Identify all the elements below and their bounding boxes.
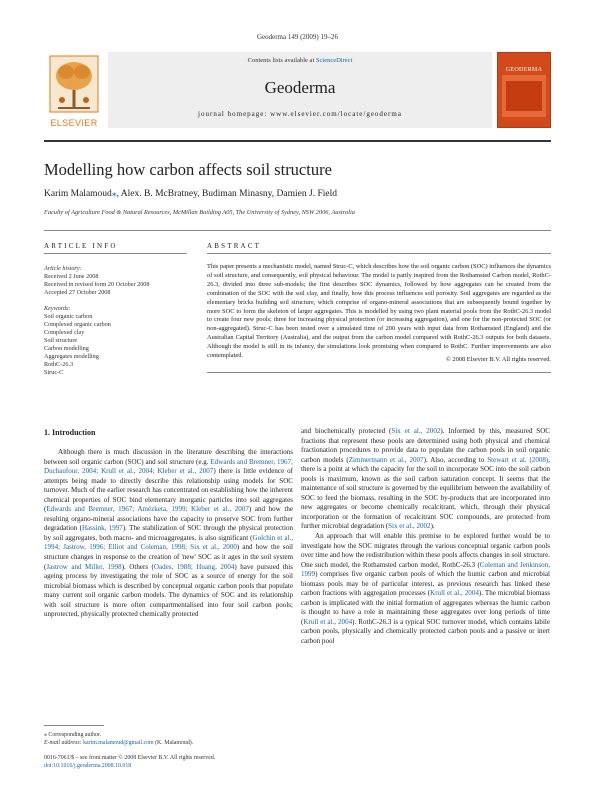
- body-text: ). Informed by this, measured SOC fractions that represent these pools are determined using both physical and chemical fractionation procedures to provide data to populate the carbon pools in soil organic carbon models (: [301, 427, 550, 464]
- banner-center: [108, 52, 492, 128]
- article-info: [44, 265, 184, 377]
- first-author: Karim Malamoud: [44, 189, 112, 199]
- citation-link[interactable]: Golchin et al., 1994; Jastrow, 1996; Elliot and Coleman, 1998; Six et al., 2000: [44, 533, 294, 552]
- citation-link[interactable]: Edwards and Bremner, 1967; Duchaufour, 2004; Krull et al., 2004; Kleber et al., 2007: [44, 457, 293, 476]
- citation-link[interactable]: Jastrow and Miller, 1998: [46, 562, 122, 571]
- citation-link[interactable]: Coleman and Jenkinson, 1999: [301, 560, 550, 579]
- body-text: and biochemically protected (: [301, 427, 392, 435]
- history-received: Received 2 June 2008: [44, 273, 99, 280]
- cover-title: GEODERMA: [505, 67, 543, 73]
- issn-line: 0016-7061/$ – see front matter © 2008 Elsevier B.V. All rights reserved.: [44, 755, 216, 761]
- email-suffix: (K. Malamoud).: [155, 740, 194, 746]
- corresponding-author-note: ⁎ Corresponding author.: [44, 732, 102, 738]
- email-label: E-mail address:: [44, 740, 82, 746]
- abstract-copyright: © 2008 Elsevier B.V. All rights reserved.: [445, 356, 551, 363]
- body-text: ) there is little evidence of attempts being made to directly describe this relationship using models for SOC turnover. Much of the earlier research has concentrated on establishing how the inherent chemical properties of SOC bind elementary inorganic particles into soil aggregates (: [44, 467, 294, 514]
- header-rule: [44, 140, 551, 142]
- body-text: ). RothC-26.3 is a typical SOC turnover model, which contains labile carbon pools, physically and chemically protected carbon pools and a passive or inert carbon pool: [301, 617, 550, 646]
- citation-link[interactable]: Six et al., 2002: [388, 522, 431, 531]
- contents-line: [108, 57, 492, 64]
- citation-link[interactable]: Krull et al., 2004: [430, 589, 479, 598]
- abstract-text: This paper presents a mechanistic model, named Struc-C, which describes how the soil organic carbon (SOC) influences the dynamics of soil structure, and consequently, soil physical behaviour. The model is partly inspired from the Rothamsted Carbon model, RothC-26.3, divided into three sub-models; the first describes SOC dynamics, followed by how aggregates can be created from the combination of the SOC with the soil clay, and finally, how this process influences soil porosity. Soil aggregates are regarded as the elementary bricks building soil structure, which comprise of organo-mineral associations that are subsequently bound together by more SOC to form the skeleton of larger aggregates. This is modelled by using two plant material pools from the RothC-26.3 model to create four new pools; three for increasing physical protection (or increasing aggregation), and one for the non-protected SOC (or non-aggregated). Struc-C has been tested over a simulated time of 200 years with input data from Rothamsted (England) and the Australian Capital Territory (Australia), and the output from the carbon model compared with RothC-26.3 outputs for both datasets. Although the model is still in its infancy, the simulations look promising when compared to RothC. Further improvements are also contemplated.: [207, 263, 551, 360]
- citation-link[interactable]: Oades, 1988; Huang, 2004: [153, 562, 235, 571]
- body-text: ) and how the soil structure changes in response to the creation of 'new' SOC as it ages in the soil system (: [44, 543, 293, 571]
- body-text: ). The stabilization of SOC through the physical protection by soil aggregates, both macro- and microaggregates, is also significant (: [44, 524, 293, 542]
- body-text: ) comprises five organic carbon pools of which the humic carbon and microbial biomass pools may be of particular interest, as previous research has linked these carbon fractions with aggregation processes (: [301, 570, 550, 598]
- citation-link[interactable]: Six et al., 2002: [391, 427, 441, 435]
- keyword: Aggregates modelling: [44, 353, 99, 360]
- abstract-heading: ABSTRACT: [207, 242, 262, 250]
- article-info-heading: ARTICLE INFO: [44, 242, 118, 250]
- keyword: Soil organic carbon: [44, 313, 93, 320]
- journal-title: Geoderma: [264, 78, 336, 97]
- body-text: Although there is much discussion in the literature describing the interactions between soil organic carbon (SOC) and soil structure (e.g.: [44, 448, 293, 466]
- history-accepted: Accepted 27 October 2008: [44, 289, 111, 296]
- article-info-rule: [44, 253, 187, 254]
- keyword: Complexed organic carbon: [44, 321, 111, 328]
- abstract-rule: [207, 253, 551, 254]
- citation-link[interactable]: Krull et al., 2004: [303, 617, 353, 626]
- footnote: [44, 731, 294, 747]
- citation-link[interactable]: Edwards and Bremner, 1967; Amézketa, 1999; Kleber et al., 2007: [46, 505, 249, 514]
- citation-link[interactable]: Stewart et al. (2008): [487, 455, 549, 464]
- elsevier-wordmark: ELSEVIER: [50, 118, 98, 128]
- keywords-label: Keywords:: [44, 305, 71, 312]
- other-authors: , Alex. B. McBratney, Budiman Minasny, Damien J. Field: [116, 189, 337, 199]
- footnote-rule: [44, 725, 104, 726]
- body-text: ). Also, according to: [423, 455, 488, 464]
- keyword: Complexed clay: [44, 329, 85, 336]
- left-text-column: [44, 448, 293, 620]
- corresponding-author-mark[interactable]: ⁎: [111, 189, 117, 199]
- citation-link[interactable]: Hassink, 1997: [81, 524, 123, 533]
- body-text: ).: [430, 522, 435, 531]
- body-text: ) have pursued this ageing process by investigating the role of SOC as a source of energy for the soil microbial biomass which is described by conceptual organic carbon pools that populate many current soil organic carbon models. The dynamics of SOC and its relationship with soil structure is more often compartmentalised into four soil carbon pools; unprotected, physically protected chemically protected: [44, 562, 294, 619]
- abstract-bottom-rule: [207, 372, 551, 373]
- body-text: ). Others (: [121, 562, 154, 571]
- article-title: Modelling how carbon affects soil structure: [44, 160, 332, 179]
- intro-paragraph-continued: [301, 427, 550, 532]
- body-text: , there is a point at which the capacity for the soil to incorporate SOC into the soil carbon pools is maximum, known as the soil carbon saturation concept. It seems that the maintenance of soil structure is governed by the equilibrium between the availability of SOC to feed the biomass, resulting in the SOC by-products that are incorporated into new aggregates or become chemically recalcitrant, which, through their physical incorporation or the formation of recalcitrant SOC compounds, are protected from further microbial degradation (: [301, 455, 550, 531]
- contents-prefix: Contents lists available at: [247, 57, 315, 64]
- sciencedirect-link[interactable]: ScienceDirect: [315, 57, 353, 64]
- intro-paragraph: [44, 448, 293, 620]
- email-link[interactable]: karim.malamoud@gmail.com: [83, 740, 154, 746]
- intro-paragraph-2: [301, 532, 550, 647]
- body-text: ) and how the resulting organo-mineral associations have the capacity to preserve SOC from further degradation (: [44, 505, 293, 533]
- keyword: Carbon modelling: [44, 345, 89, 352]
- page-footer: [44, 754, 215, 770]
- journal-homepage-link[interactable]: journal homepage: www.elsevier.com/locate/geoderma: [198, 110, 402, 118]
- history-label: Article history:: [44, 265, 82, 272]
- elsevier-tree-icon: [44, 52, 104, 116]
- section-heading-introduction: 1. Introduction: [44, 428, 96, 437]
- right-text-column: [301, 427, 550, 647]
- cover-band-inner: [506, 81, 542, 111]
- citation-link[interactable]: Zimmermann et al., 2007: [348, 455, 424, 464]
- body-text: ). The microbial biomass carbon is implicated with the initial formation of aggregates whereas the humic carbon is thought to have a role in maintaining these aggregates over long periods of time (: [301, 589, 551, 626]
- keyword: Struc-C: [44, 369, 64, 376]
- affiliation: Faculty of Agriculture Food & Natural Resources, McMillan Building A05, The University of Sydney, NSW 2006, Australia: [44, 209, 355, 216]
- title-rule: [44, 230, 551, 231]
- history-revised: Received in revised form 20 October 2008: [44, 281, 150, 288]
- doi-link[interactable]: doi:10.1016/j.geoderma.2008.10.018: [44, 763, 132, 769]
- elsevier-logo: [44, 52, 104, 128]
- keyword: Soil structure: [44, 337, 78, 344]
- keyword: RothC-26.3: [44, 361, 74, 368]
- email-line: [44, 739, 294, 747]
- journal-reference: Geoderma 149 (2009) 19–26: [256, 33, 339, 41]
- body-text: An approach that will enable this premise to be explored further would be to investigate how the SOC migrates through the various conceptual organic carbon pools over time and how the redistribution within these pools affects changes in soil structure. One such model, the Rothamsted carbon model, RothC-26.3 (: [301, 532, 550, 569]
- author-list: [44, 188, 337, 199]
- journal-cover-image: [497, 52, 551, 128]
- journal-banner: [44, 52, 551, 129]
